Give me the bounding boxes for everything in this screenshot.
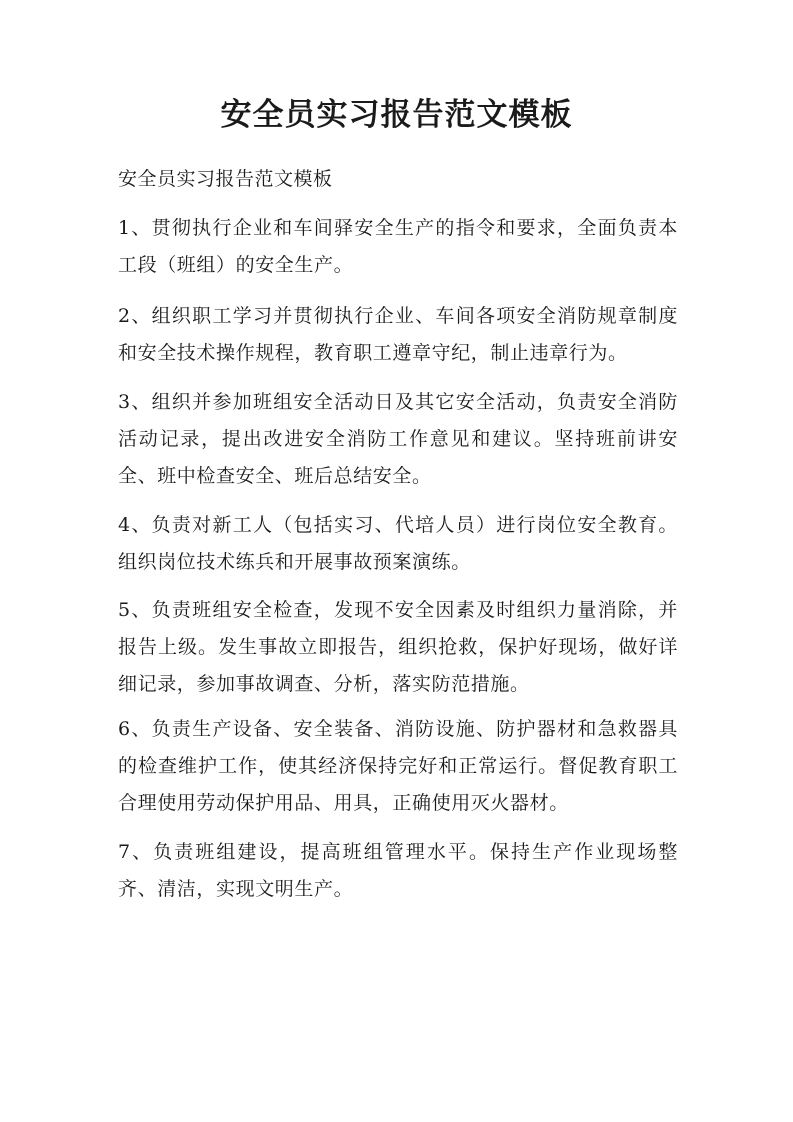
paragraph-1: 1、贯彻执行企业和车间驿安全生产的指令和要求，全面负责本工段（班组）的安全生产。 [118, 217, 678, 276]
paragraph-4: 4、负责对新工人（包括实习、代培人员）进行岗位安全教育。组织岗位技术练兵和开展事故预案演练。 [118, 514, 678, 573]
paragraph-5: 5、负责班组安全检查，发现不安全因素及时组织力量消除，并报告上级。发生事故立即报告，组织抢救，保护好现场，做好详细记录，参加事故调查、分析，落实防范措施。 [118, 599, 678, 695]
paragraph-7: 7、负责班组建设，提高班组管理水平。保持生产作业现场整齐、清洁，实现文明生产。 [118, 841, 678, 900]
document-subtitle: 安全员实习报告范文模板 [118, 168, 333, 190]
paragraph-3: 3、组织并参加班组安全活动日及其它安全活动，负责安全消防活动记录，提出改进安全消防工作意见和建议。坚持班前讲安全、班中检查安全、班后总结安全。 [118, 391, 678, 487]
paragraph-6: 6、负责生产设备、安全装备、消防设施、防护器材和急救器具的检查维护工作，使其经济保持完好和正常运行。督促教育职工合理使用劳动保护用品、用具，正确使用灭火器材。 [118, 718, 678, 814]
document-title: 安全员实习报告范文模板 [220, 97, 573, 133]
paragraph-2: 2、组织职工学习并贯彻执行企业、车间各项安全消防规章制度和安全技术操作规程，教育职工遵章守纪，制止违章行为。 [118, 305, 678, 364]
